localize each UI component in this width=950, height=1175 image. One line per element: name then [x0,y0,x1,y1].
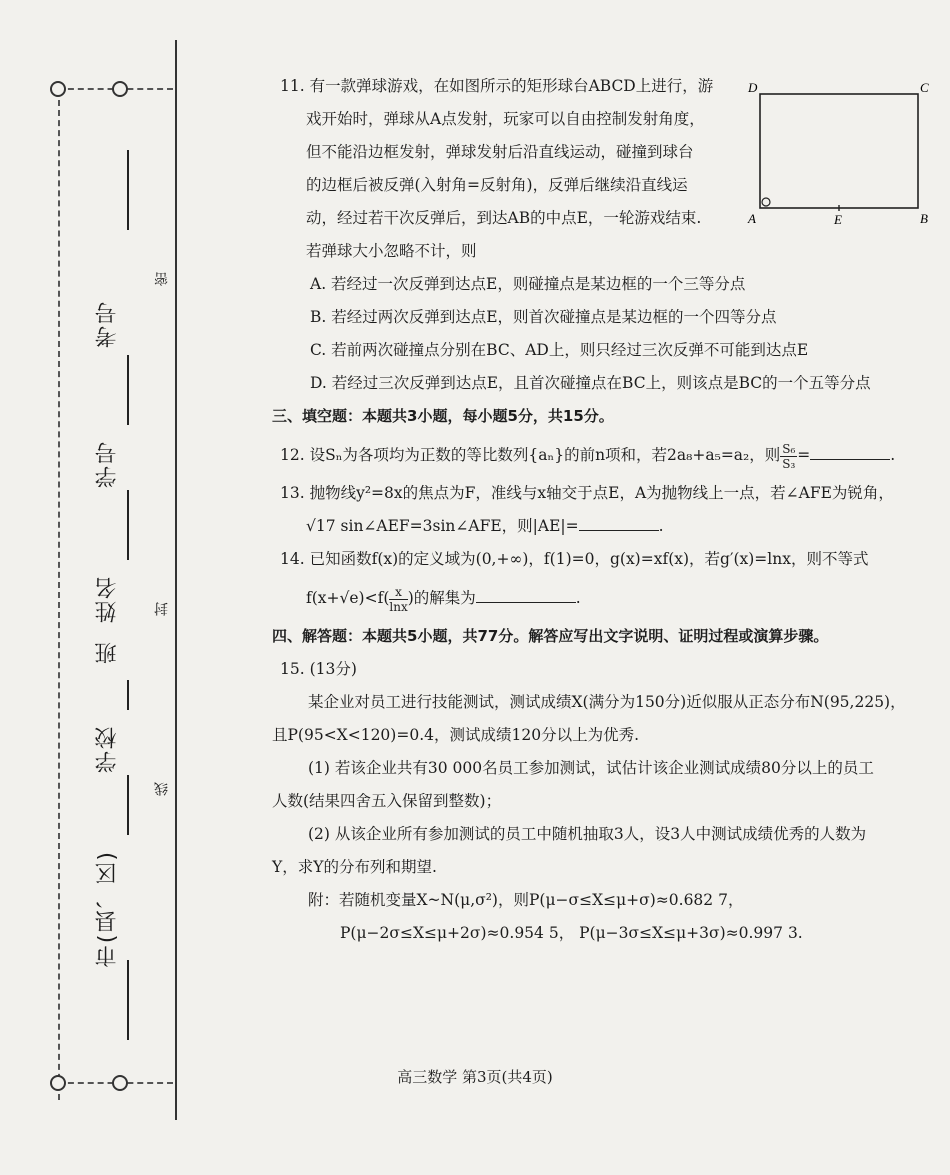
seal-mark: 线 [154,780,170,796]
q14-line1: 14. 已知函数f(x)的定义域为(0,+∞)，f(1)=0，g(x)=xf(x)，若g′(x)=lnx，则不等式 [280,550,869,568]
q11-option-a: A. 若经过一次反弹到达点E，则碰撞点是某边框的一个三等分点 [310,275,746,293]
answer-blank [476,584,576,603]
seal-mark: 封 [154,600,170,616]
q11-line: 动，经过若干次反弹后，到达AB的中点E，一轮游戏结束. [306,209,702,227]
q11-line: 11. 有一款弹球游戏，在如图所示的矩形球台ABCD上进行，游 [280,77,714,95]
q11-option-d: D. 若经过三次反弹到达点E，且首次碰撞点在BC上，则该点是BC的一个五等分点 [310,374,871,392]
label-A: A [748,211,756,226]
q14-line2: f(x+√e)<f( $\frac{x}{\ln x}$ )的解集为 . [306,584,581,614]
q11-line: 若弹球大小忽略不计，则 [306,242,477,260]
field-name: 姓名 [95,575,120,623]
binding-margin [0,0,178,1175]
field-class: 班 [95,640,120,664]
q12: 12. 设Sₙ为各项均为正数的等比数列{aₙ}的前n项和，若2a₈+a₅=a₂，则 $\frac{\text{S₆}}{\text{S₃}}$ = . [280,441,896,471]
q12-text: 12. 设Sₙ为各项均为正数的等比数列{aₙ}的前n项和，若2a₈+a₅=a₂，则 [280,446,781,464]
q11-option-b: B. 若经过两次反弹到达点E，则首次碰撞点是某边框的一个四等分点 [310,308,777,326]
q14-post: )的解集为 [407,589,476,607]
field-underline [127,960,129,1040]
q15-line: 某企业对员工进行技能测试，测试成绩X(满分为150分)近似服从正态分布N(95,225)， [308,693,906,711]
seal-mark: 密 [154,270,170,286]
field-exam-number: 考号 [95,300,120,348]
field-city: 市(县、区) [95,850,120,968]
field-underline [127,775,129,835]
field-underline [127,490,129,560]
binding-line [175,40,177,1120]
q14-pre: f(x+√e)<f( [306,589,390,607]
q12-numerator: S₆ [782,441,796,456]
section-3-heading: 三、填空题：本题共3小题，每小题5分，共15分。 [272,407,614,425]
q15-part1: (1) 若该企业共有30 000名员工参加测试，试估计该企业测试成绩80分以上的员工 [308,759,874,777]
q11-line: 的边框后被反弹(入射角=反射角)，反弹后继续沿直线运 [306,176,688,194]
q15-line: Y，求Y的分布列和期望. [272,858,437,876]
punch-hole-icon [50,81,66,97]
q15-appendix-line2: P(μ−2σ≤X≤μ+2σ)≈0.954 5， P(μ−3σ≤X≤μ+3σ)≈0.997 3. [340,924,803,942]
q11-line: 但不能沿边框发射，弹球发射后沿直线运动，碰撞到球台 [306,143,694,161]
q14-numerator: x [389,585,407,600]
page-footer: 高三数学 第3页(共4页) [397,1068,553,1086]
q11-option-c: C. 若前两次碰撞点分别在BC、AD上，则只经过三次反弹不可能到达点E [310,341,809,359]
q14-fraction [389,585,407,614]
answer-blank [810,441,890,460]
q15-appendix: 附：若随机变量X~N(μ,σ²)，则P(μ−σ≤X≤μ+σ)≈0.682 7， [308,891,744,909]
field-underline [127,355,129,425]
q15-line: 人数(结果四舍五入保留到整数)； [272,792,502,810]
q11-line: 戏开始时，弹球从A点发射，玩家可以自由控制发射角度， [306,110,705,128]
label-B: B [920,211,928,226]
label-D: D [748,80,758,95]
q15-line: 且P(95<X<120)=0.4，测试成绩120分以上为优秀. [272,726,639,744]
q15-part2: (2) 从该企业所有参加测试的员工中随机抽取3人，设3人中测试成绩优秀的人数为 [308,825,867,843]
section-4-heading: 四、解答题：本题共5小题，共77分。解答应写出文字说明、证明过程或演算步骤。 [272,627,829,645]
q13-line1: 13. 抛物线y²=8x的焦点为F，准线与x轴交于点E，A为抛物线上一点，若∠AFE为锐角， [280,484,894,502]
q12-fraction [780,442,797,471]
q14-denominator: lnx [389,599,408,614]
punch-hole-icon [112,81,128,97]
dashed-cut-line [58,100,60,1100]
q15-header: 15. (13分) [280,660,357,678]
field-underline [127,680,129,710]
label-C: C [920,80,929,95]
field-student-number: 学号 [95,440,120,488]
q12-equals: = [797,446,811,464]
label-E: E [834,212,842,227]
answer-blank [579,512,659,531]
page-content [272,70,940,950]
q12-denominator: S₃ [782,456,796,471]
q13-line2-text: √17 sin∠AEF=3sin∠AFE，则|AE|= [306,517,579,535]
q13-line2: √17 sin∠AEF=3sin∠AFE，则|AE|= . [280,510,940,543]
field-underline [127,150,129,230]
field-school: 学校 [95,725,120,773]
